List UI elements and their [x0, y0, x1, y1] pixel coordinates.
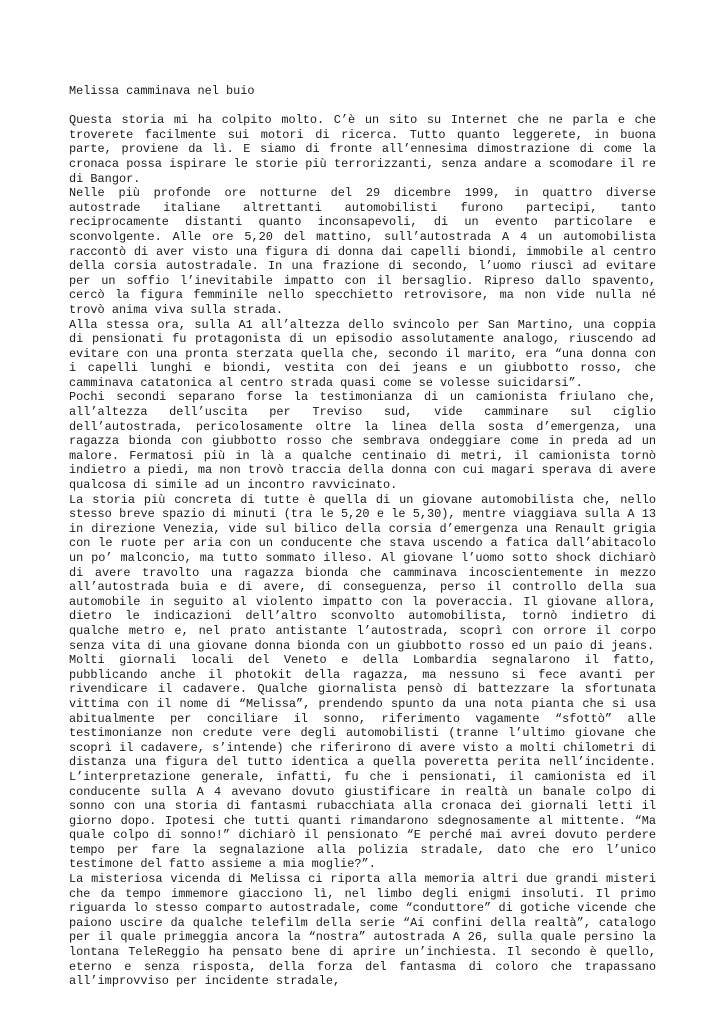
paragraph-intro: Questa storia mi ha colpito molto. C’è un sito su Internet che ne parla e che troverete facilmente sui motori di ricerca. Tutto quanto leggerete, in buona parte, proviene da lì. E siamo di fronte all’ennesima dimostrazione di come la cronaca possa ispirare le storie più terrorizzanti, senza andare a scomodare il re di Bangor. [69, 113, 656, 186]
paragraph-newspapers: Molti giornali locali del Veneto e della Lombardia segnalarono il fatto, pubblicando anche il photokit della ragazza, ma nessuno si fece avanti per rivendicare il cadavere. Qualche giornalista pensò di battezzare la sfortunata vittima con il nome di “Melissa”, prendendo spunto da una nota pianta che si usa abitualmente per conciliare il sonno, riferimento vagamente “sfottò” alle testimonianze non credute vere degli automobilisti (tranne l’ultimo giovane che scoprì il cadavere, s’intende) che riferirono di avere visto a molti chilometri di distanza una figura del tutto identica a quella poveretta perita nell’incidente. L’interpretazione generale, infatti, fu che i pensionati, il camionista ed il conducente sulla A 4 avevano dovuto giustificare in realtà un banale colpo di sonno con una storia di fantasmi rubacchiata alla cronaca dei giornali letti il giorno dopo. Ipotesi che tutti quanti rimandarono sdegnosamente al mittente. “Ma quale colpo di sonno!” dichiarò il pensionato “E perché mai avrei dovuto perdere tempo per fare la segnalazione alla polizia stradale, dato che ero l’unico testimone del fatto assieme a mia moglie?”. [69, 653, 656, 872]
paragraph-mysteries: La misteriosa vicenda di Melissa ci riporta alla memoria altri due grandi misteri che da tempo immemore giacciono lì, nel limbo degli enigmi insoluti. Il primo riguarda lo stesso comparto autostradale, come “conduttore” di gotiche vicende che paiono uscire da qualche telefilm della serie “Ai confini della realtà”, catalogo per il quale primeggia ancora la “nostra” autostrada A 26, sulla quale persino la lontana TeleReggio ha pensato bene di aprire un’inchiesta. Il secondo è quello, eterno e senza risposta, della forza del fantasma di coloro che trapassano all’improvviso per incidente stradale, [69, 872, 656, 989]
paragraph-truck-driver: Pochi secondi separano forse la testimonianza di un camionista friulano che, all’altezza dell’uscita per Treviso sud, vide camminare sul ciglio dell’autostrada, pericolosamente oltre la linea della sosta d’emergenza, una ragazza bionda con giubbotto rosso che sembrava ondeggiare come in preda ad un malore. Fermatosi più in là a qualche centinaio di metri, il camionista tornò indietro a piedi, ma non trovò traccia della donna con cui magari sperava di avere qualcosa di simile ad un incontro ravvicinato. [69, 390, 656, 493]
paragraph-a4-sighting: Nelle più profonde ore notturne del 29 dicembre 1999, in quattro diverse autostrade italiane altrettanti automobilisti furono partecipi, tanto reciprocamente distanti quanto inconsapevoli, di un evento particolare e sconvolgente. Alle ore 5,20 del mattino, sull’autostrada A 4 un automobilista raccontò di aver visto una figura di donna dai capelli biondi, immobile al centro della corsia autostradale. In una frazione di secondo, l’uomo riuscì ad evitare per un soffio l’inevitabile impatto con il bersaglio. Ripreso dallo spavento, cercò la figura femminile nello specchietto retrovisore, ma non vide nulla né trovò anima viva sulla strada. [69, 186, 656, 317]
paragraph-a1-pensioners: Alla stessa ora, sulla A1 all’altezza dello svincolo per San Martino, una coppia di pensionati fu protagonista di un episodio assolutamente analogo, riuscendo ad evitare con una pronta sterzata quella che, secondo il marito, era “una donna con i capelli lunghi e biondi, vestita con dei jeans e un giubbotto rosso, che camminava catatonica al centro strada quasi come se volesse suicidarsi”. [69, 317, 656, 390]
document-page [69, 84, 656, 989]
paragraph-a13-accident: La storia più concreta di tutte è quella di un giovane automobilista che, nello stesso breve spazio di minuti (tra le 5,20 e le 5,30), mentre viaggiava sulla A 13 in direzione Venezia, vide sul bilico della corsia d’emergenza una Renault grigia con le ruote per aria con un conducente che stava uscendo a fatica dall’abitacolo un po’ malconcio, ma tutto sommato illeso. Al giovane l’uomo sotto shock dichiarò di avere travolto una ragazza bionda che camminava incoscientemente in mezzo all’autostrada buia e di avere, di conseguenza, perso il controllo della sua automobile in seguito al violento impatto con la poveraccia. Il giovane allora, dietro le indicazioni dell’altro sconvolto automobilista, tornò indietro di qualche metro e, nel prato antistante l’autostrada, scoprì con orrore il corpo senza vita di una giovane donna bionda con un giubbotto rosso ed un paio di jeans. [69, 492, 656, 653]
document-title: Melissa camminava nel buio [69, 84, 255, 98]
